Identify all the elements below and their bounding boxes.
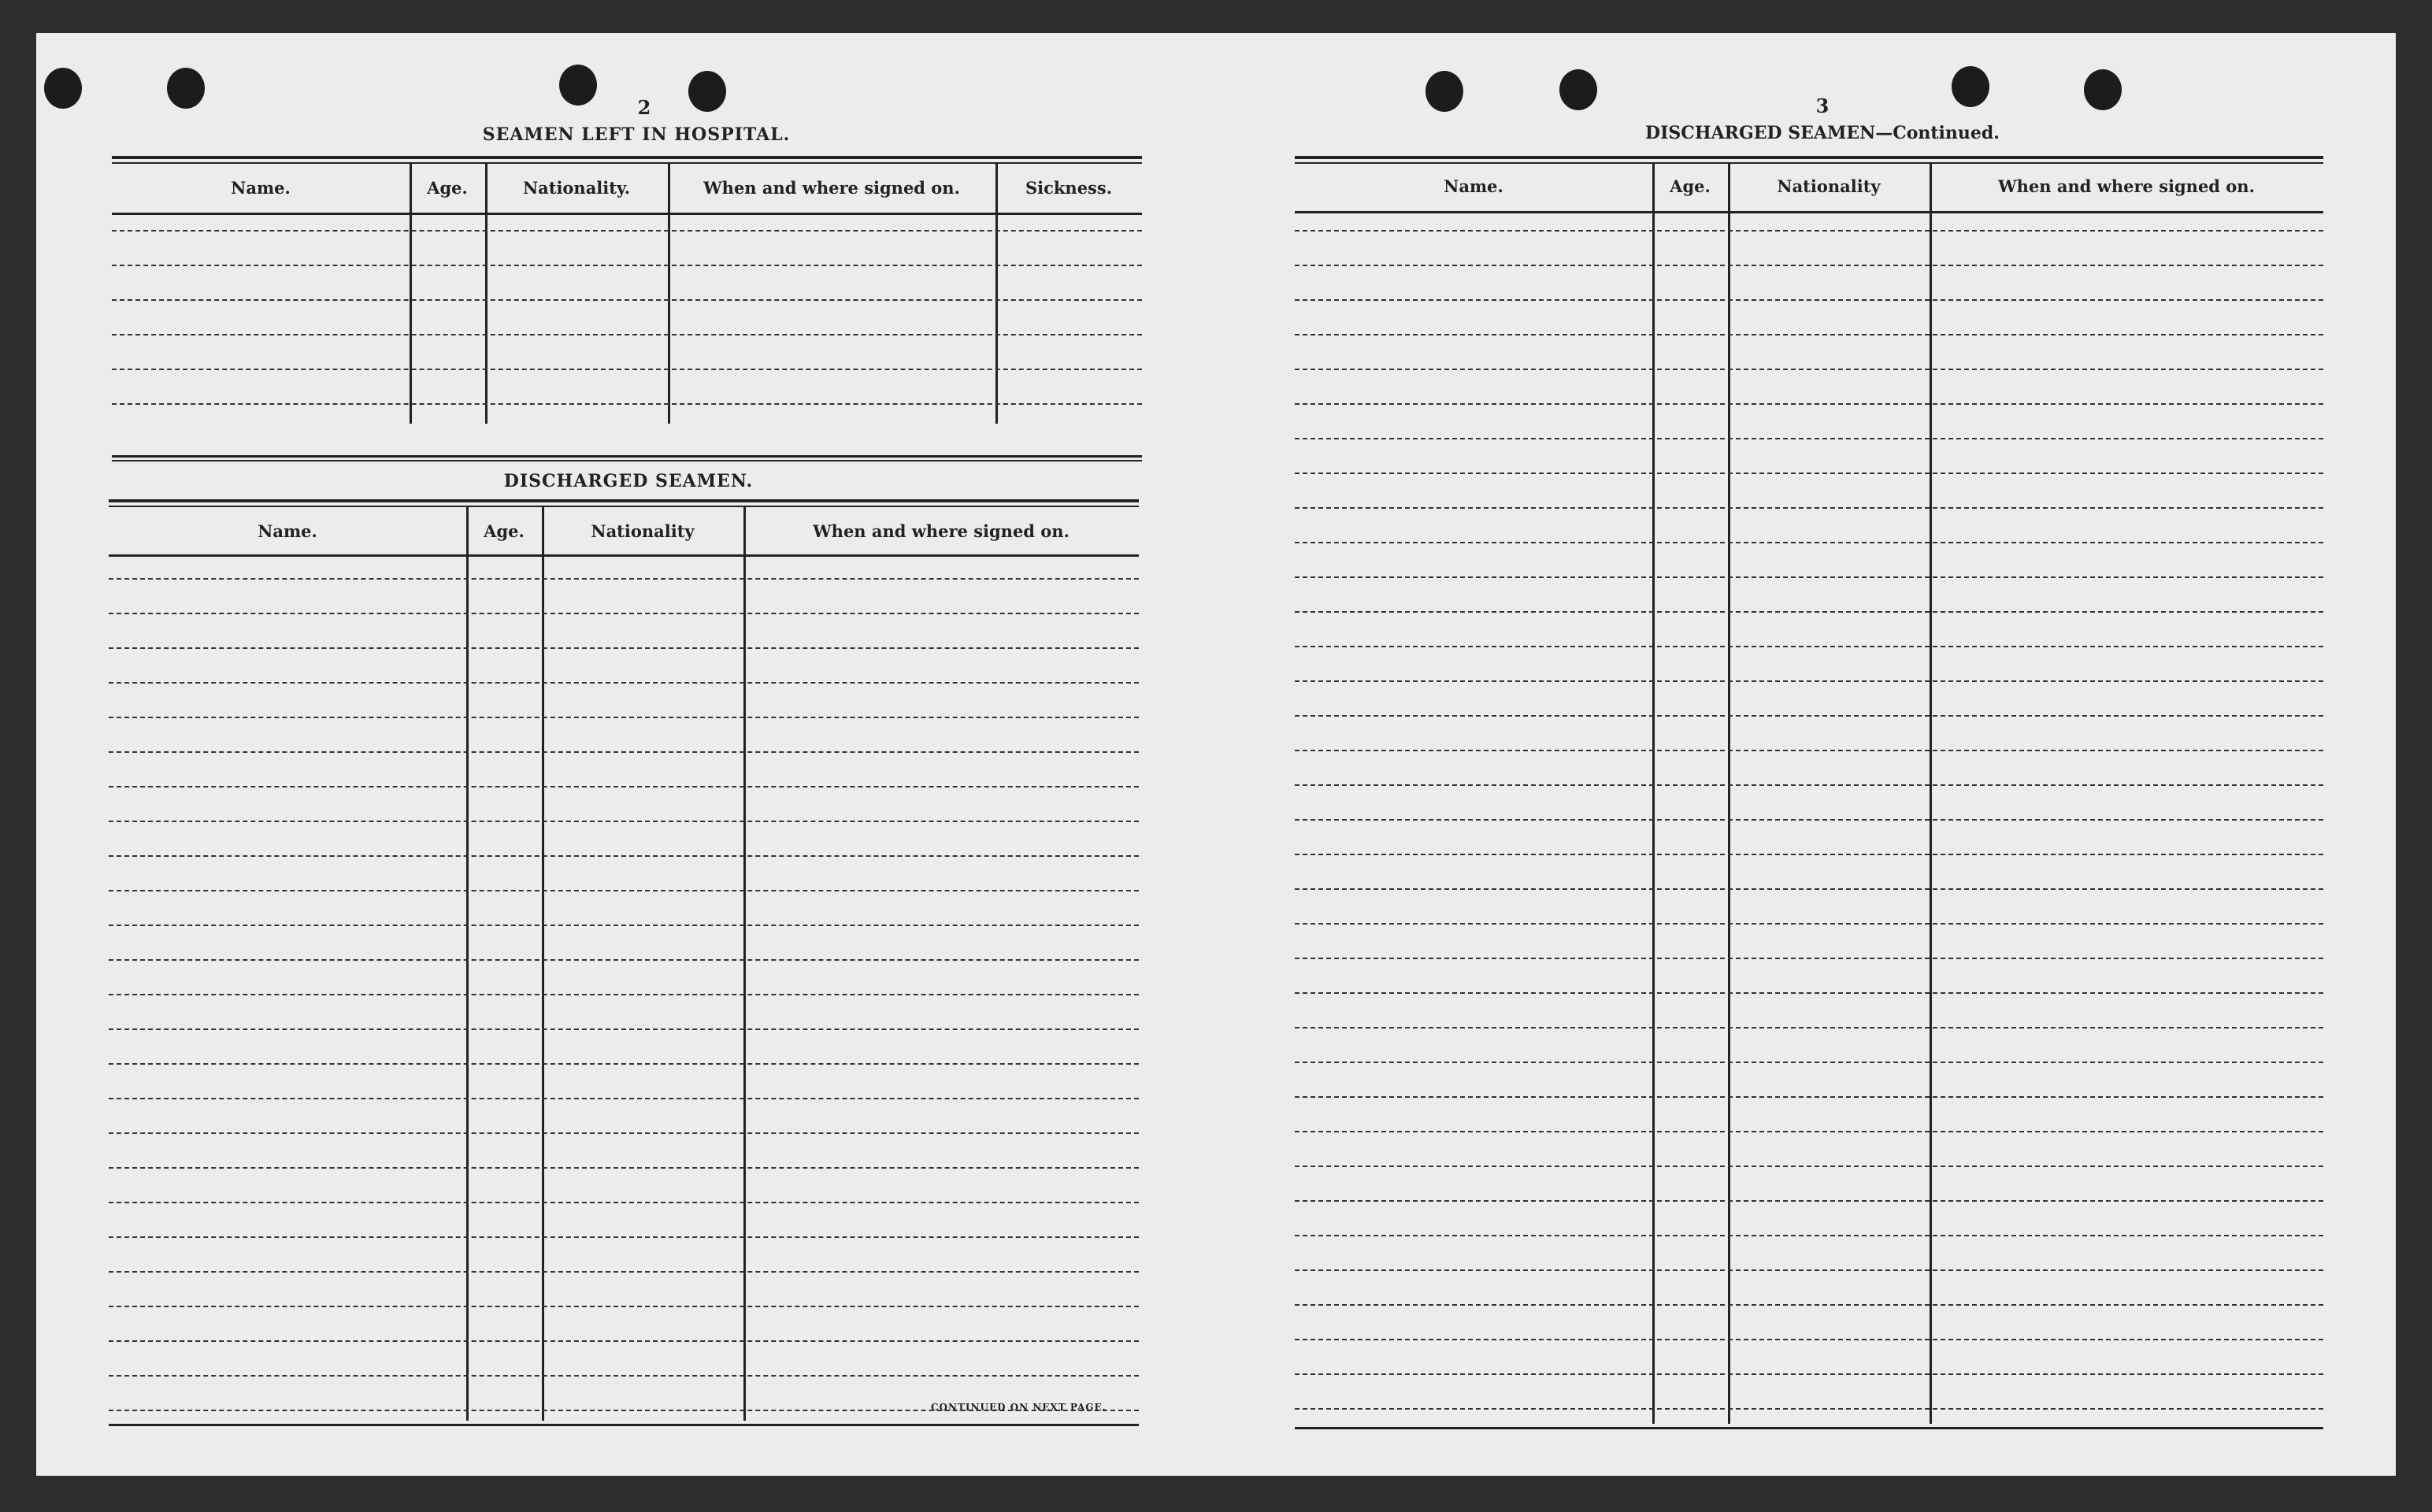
- column-header-signed-on: When and where signed on.: [1998, 176, 2255, 196]
- column-header-name: Name.: [231, 178, 291, 198]
- table-row: [1295, 1408, 2323, 1410]
- table-row: [109, 682, 1139, 684]
- table-row: [109, 821, 1139, 822]
- section-title-hospital: SEAMEN LEFT IN HOSPITAL.: [482, 124, 791, 145]
- column-header-nationality: Nationality: [591, 521, 695, 541]
- table-row: [1295, 1062, 2323, 1063]
- table-row: [1295, 1200, 2323, 1202]
- table-row: [1295, 1339, 2323, 1340]
- table-row: [112, 230, 1142, 232]
- document-sheet: [36, 33, 2396, 1476]
- table-row: [1295, 299, 2323, 301]
- table-row: [109, 1028, 1139, 1030]
- table-row: [1295, 576, 2323, 578]
- table-row: [109, 1271, 1139, 1273]
- table-row: [109, 855, 1139, 857]
- table-row: [1295, 1235, 2323, 1236]
- table-row: [1295, 611, 2323, 613]
- table-row: [1295, 542, 2323, 543]
- table-row: [1295, 923, 2323, 925]
- table-row: [112, 334, 1142, 335]
- column-header-age: Age.: [427, 178, 468, 198]
- column-header-signed-on: When and where signed on.: [813, 521, 1070, 541]
- table-row: [109, 1063, 1139, 1065]
- table-row: [109, 786, 1139, 788]
- table-row: [1295, 715, 2323, 717]
- table-row: [1295, 1269, 2323, 1271]
- table-row: [109, 647, 1139, 649]
- table-row: [1295, 958, 2323, 959]
- table-row: [1295, 1096, 2323, 1098]
- column-header-name: Name.: [1444, 176, 1503, 196]
- punch-hole-icon: [44, 68, 82, 109]
- table-row: [1295, 784, 2323, 786]
- table-row: [109, 1202, 1139, 1203]
- table-row: [109, 578, 1139, 580]
- page-number: 2: [637, 96, 651, 119]
- section-title-discharged-continued: DISCHARGED SEAMEN—Continued.: [1645, 123, 2000, 143]
- table-row: [109, 1098, 1139, 1099]
- column-header-signed-on: When and where signed on.: [703, 178, 960, 198]
- column-header-age: Age.: [1670, 176, 1711, 196]
- table-row: [1295, 403, 2323, 405]
- column-header-nationality: Nationality: [1777, 176, 1881, 196]
- hospital-table: [112, 156, 1142, 471]
- right-page: [1288, 33, 2360, 1476]
- table-row: [1295, 230, 2323, 232]
- table-row: [1295, 334, 2323, 335]
- table-row: [1295, 680, 2323, 682]
- table-row: [109, 890, 1139, 891]
- table-row: [109, 1236, 1139, 1238]
- table-row: [1295, 1166, 2323, 1167]
- table-row: [1295, 646, 2323, 647]
- table-row: [1295, 369, 2323, 370]
- column-header-age: Age.: [484, 521, 525, 541]
- table-row: [1295, 1131, 2323, 1132]
- left-page: [112, 33, 1177, 1476]
- column-header-name: Name.: [258, 521, 317, 541]
- table-row: [109, 717, 1139, 718]
- table-row: [1295, 507, 2323, 509]
- table-row: [109, 1167, 1139, 1169]
- table-row: [1295, 992, 2323, 994]
- table-row: [1295, 750, 2323, 751]
- table-row: [1295, 888, 2323, 890]
- column-header-nationality: Nationality.: [522, 178, 631, 198]
- table-row: [109, 994, 1139, 995]
- table-row: [109, 751, 1139, 753]
- table-row: [109, 1340, 1139, 1342]
- table-row: [1295, 1027, 2323, 1028]
- table-row: [112, 403, 1142, 405]
- table-row: [109, 925, 1139, 926]
- continued-footnote: CONTINUED ON NEXT PAGE.: [931, 1402, 1107, 1413]
- table-row: [109, 1375, 1139, 1377]
- discharged-continued-table: [1295, 156, 2323, 1440]
- table-row: [1295, 265, 2323, 266]
- column-header-sickness: Sickness.: [1025, 178, 1113, 198]
- page-number: 3: [1815, 94, 1830, 117]
- table-row: [1295, 819, 2323, 821]
- table-row: [109, 613, 1139, 614]
- table-row: [1295, 472, 2323, 474]
- table-row: [112, 299, 1142, 301]
- table-row: [1295, 854, 2323, 855]
- table-row: [112, 265, 1142, 266]
- table-row: [109, 1306, 1139, 1307]
- table-row: [109, 959, 1139, 961]
- table-row: [109, 1132, 1139, 1134]
- table-row: [112, 369, 1142, 370]
- table-row: [1295, 438, 2323, 439]
- discharged-table: [109, 499, 1139, 1429]
- table-row: [1295, 1373, 2323, 1375]
- table-row: [1295, 1304, 2323, 1306]
- section-title-discharged: DISCHARGED SEAMEN.: [503, 471, 754, 491]
